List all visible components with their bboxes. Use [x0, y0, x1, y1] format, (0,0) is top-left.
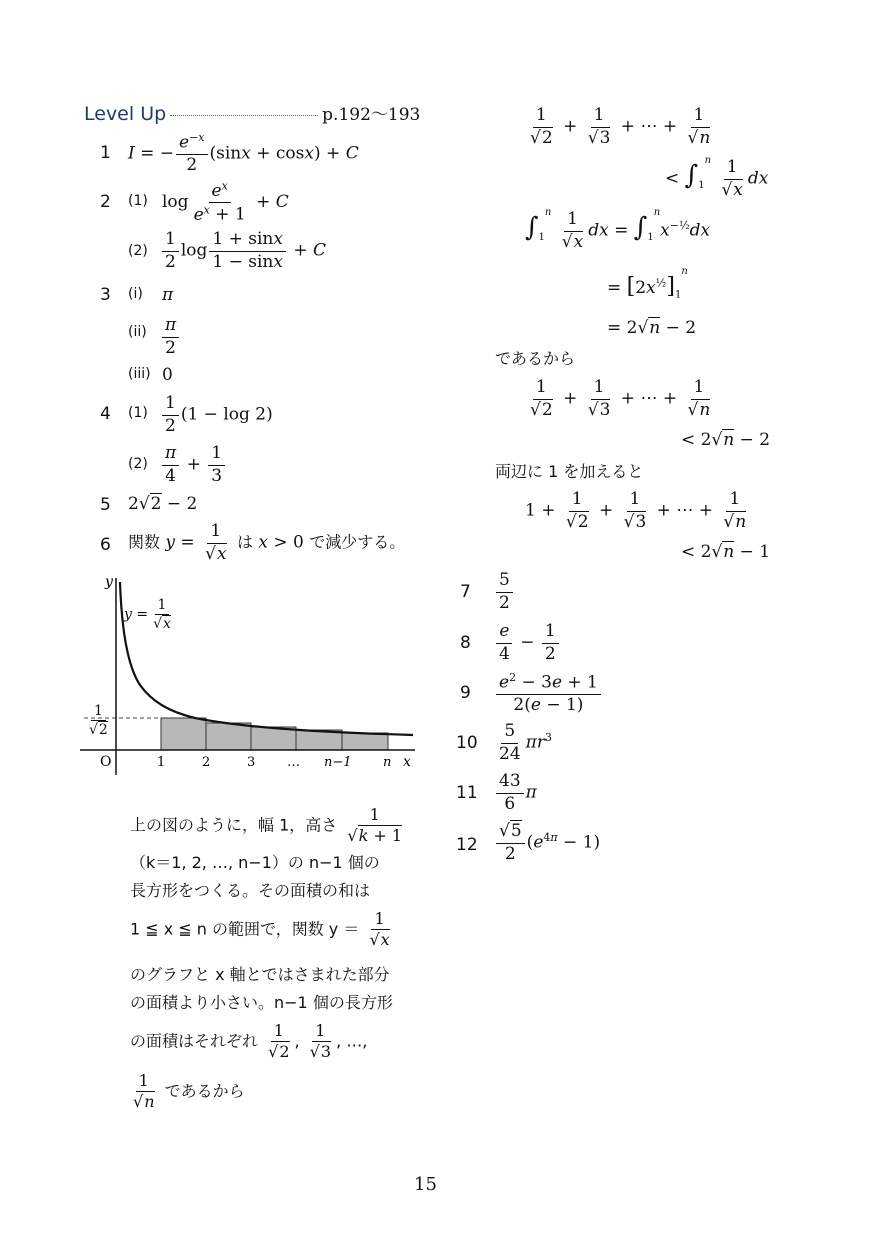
answer-4-2: $\frac{\pi}{4}$ + $\frac{1}{3}$	[160, 444, 227, 486]
body-line-1-text: 上の図のように，幅 1，高さ	[130, 815, 338, 835]
sub-label-4-1: (1)	[128, 405, 148, 421]
sub-label-4-2: (2)	[128, 456, 148, 472]
item-number-3: 3	[100, 285, 111, 305]
body-line-1: 上の図のように，幅 1，高さ $\frac{1}{√k + 1}$	[130, 805, 403, 846]
answer-3-i: π	[162, 285, 174, 305]
item-number-8: 8	[460, 633, 471, 653]
answer-4-1: $\frac{1}{2}$ (1 − log 2)	[160, 394, 273, 436]
item-number-7: 7	[460, 582, 471, 602]
answer-1: I = − $\frac{e^{-x}}{2}$ (sinx + cosx) + C	[128, 131, 359, 176]
tick-2: 2	[202, 755, 211, 770]
page-range: p.192～193	[322, 105, 421, 125]
rect-1	[161, 718, 206, 750]
rect-3	[251, 727, 296, 750]
answer-3-iii: 0	[162, 365, 173, 385]
curve-label: y = $\frac{1}{√x}$	[124, 597, 171, 633]
answer-5: 2√2 − 2	[128, 494, 198, 514]
answer-2-2: $\frac{1}{2}$ log $\frac{1 + \sin x}{1 - \sin x}$ + C	[160, 230, 326, 272]
body-line-8-text: であるから	[164, 1081, 245, 1101]
page-number: 15	[414, 1174, 437, 1195]
tick-3: 3	[247, 755, 256, 770]
r-ineq-1: < $\int_1^n$ $\frac{1}{√x}$ dx	[665, 154, 769, 200]
item-number-1: 1	[100, 143, 111, 163]
sub-label-3-iii: (iii)	[128, 366, 151, 382]
answer-10: $\frac{5}{24}$ $\pi r^3$	[499, 721, 552, 764]
rect-2	[206, 723, 251, 750]
answer-6: 関数 y = $\frac{1}{√x}$ は x > 0 で減少する。	[128, 521, 406, 564]
body-line-6: の面積より小さい。n−1 個の長方形	[130, 993, 393, 1012]
rect-5	[342, 733, 388, 750]
sub-label-3-i: (i)	[128, 286, 143, 302]
item-number-11: 11	[456, 783, 478, 803]
body-line-5: のグラフと x 軸とではさまれた部分	[130, 965, 390, 984]
answer-9: $\frac{e^2 - 3e + 1}{2(e - 1)}$	[494, 672, 603, 716]
tick-dots: …	[287, 755, 300, 770]
r-sum-1: $\frac{1}{√2}$ + $\frac{1}{√3}$ + ⋯ + $\frac{1}{√n}$	[530, 105, 711, 148]
answer-12: $\frac{√5}{2}$ $(e^{4\pi} - 1)$	[494, 822, 600, 864]
sub-label-2-1: (1)	[128, 193, 148, 209]
r-integral: $\int_1^n$ $\frac{1}{√x}$ dx = $\int_1^nx^{-\frac{1}{2}}dx$	[525, 206, 711, 252]
item-number-12: 12	[456, 835, 478, 855]
tick-n-minus-1: n−1	[324, 755, 352, 770]
answer-6-text-a: 関数	[128, 532, 161, 552]
answer-11: $\frac{43}{6}$ π	[494, 772, 537, 814]
r-text-ryohen: 両辺に 1 を加えると	[495, 462, 644, 481]
r-sum-3: 1 + $\frac{1}{√2}$ + $\frac{1}{√3}$ + ⋯ + $\frac{1}{√n}$	[525, 489, 747, 532]
answer-8: $\frac{e}{4}$ − $\frac{1}{2}$	[494, 622, 561, 664]
leader-dots	[170, 115, 318, 116]
item-number-2: 2	[100, 192, 111, 212]
answer-3-ii: $\frac{\pi}{2}$	[160, 316, 181, 358]
item-number-5: 5	[100, 495, 111, 515]
r-text-dearukara: であるから	[495, 349, 576, 368]
answer-2-1: log $\frac{e^x}{e^x + 1}$ + C	[162, 179, 289, 225]
answer-6-text-b: は	[236, 532, 253, 552]
item-number-4: 4	[100, 404, 111, 424]
r-ineq-2: < 2√n − 2	[681, 430, 771, 450]
curve-label-text: y =	[124, 606, 149, 623]
origin-label: O	[100, 754, 112, 770]
y-axis-label: y	[105, 574, 113, 590]
body-line-7: の面積はそれぞれ $\frac{1}{√2}$ , $\frac{1}{√3}$ , …,	[130, 1021, 368, 1062]
sub-label-2-2: (2)	[128, 243, 148, 259]
body-line-3: 長方形をつくる。その面積の和は	[130, 881, 371, 900]
body-line-2: （k＝1, 2, …, n−1）の n−1 個の	[130, 853, 380, 872]
body-line-7-text: の面積はそれぞれ	[130, 1031, 259, 1051]
y-tick-label: $\frac{1}{√2}$	[89, 703, 108, 739]
body-line-4-text: 1 ≦ x ≦ n の範囲で，関数 y ＝	[130, 919, 360, 939]
r-ineq-3: < 2√n − 1	[681, 542, 771, 562]
body-line-4: 1 ≦ x ≦ n の範囲で，関数 y ＝ $\frac{1}{√x}$	[130, 909, 390, 950]
answer-6-text-c: で減少する。	[309, 532, 406, 552]
r-sum-2: $\frac{1}{√2}$ + $\frac{1}{√3}$ + ⋯ + $\frac{1}{√n}$	[530, 377, 711, 420]
answer-7: $\frac{5}{2}$	[494, 571, 515, 613]
r-result: = 2√n − 2	[607, 318, 697, 338]
level-up-title: Level Up	[84, 103, 167, 125]
body-line-8: $\frac{1}{√n}$ であるから	[133, 1071, 245, 1112]
section-header	[84, 100, 420, 125]
item-number-9: 9	[460, 683, 471, 703]
rectangles	[161, 718, 388, 750]
r-eval: = $[2x^{\frac{1}{2}}]_1^n$	[607, 266, 688, 301]
item-number-6: 6	[100, 535, 111, 555]
sub-label-3-ii: (ii)	[128, 324, 147, 340]
tick-n: n	[383, 755, 392, 770]
x-axis-label: x	[403, 754, 411, 770]
tick-1: 1	[157, 755, 166, 770]
item-number-10: 10	[456, 733, 478, 753]
